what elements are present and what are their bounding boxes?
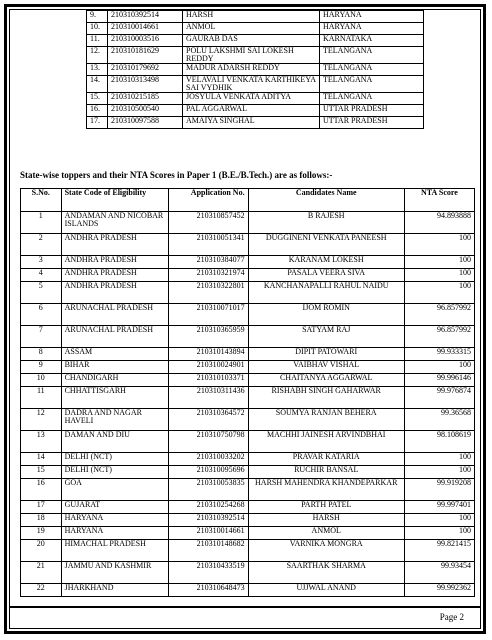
candidate-name: AMAIYA SINGHAL xyxy=(183,117,320,129)
state-code: CHHATTISGARH xyxy=(61,387,168,409)
state-name: TELANGANA xyxy=(320,64,424,76)
application-number: 210310024901 xyxy=(168,361,248,374)
state-name: TELANGANA xyxy=(320,47,424,64)
table-row xyxy=(21,256,475,269)
state-code: DADRA AND NAGAR HAVELI xyxy=(61,409,168,431)
application-number: 210310097588 xyxy=(108,117,183,129)
candidate-name: HARSH xyxy=(248,514,404,527)
nta-score: 99.996146 xyxy=(404,374,474,387)
serial-number: 19 xyxy=(21,527,62,540)
candidate-name: SAARTHAK SHARMA xyxy=(248,562,404,584)
serial-number: 7 xyxy=(21,326,62,348)
application-number: 210310003516 xyxy=(108,35,183,47)
table-row xyxy=(21,540,475,562)
row-number: 13. xyxy=(87,64,108,76)
candidate-name: UJJWAL ANAND xyxy=(248,584,404,597)
nta-score: 99.933315 xyxy=(404,348,474,361)
page-number: Page 2 xyxy=(439,612,464,622)
state-code: DELHI (NCT) xyxy=(61,466,168,479)
nta-score: 100 xyxy=(404,514,474,527)
table-row xyxy=(21,501,475,514)
candidate-name: HARSH xyxy=(183,11,320,23)
state-name: TELANGANA xyxy=(320,76,424,93)
application-number: 210310051341 xyxy=(168,234,248,256)
state-code: DAMAN AND DIU xyxy=(61,431,168,453)
application-number: 210310143894 xyxy=(168,348,248,361)
state-code: HIMACHAL PRADESH xyxy=(61,540,168,562)
application-number: 210310103371 xyxy=(168,374,248,387)
table-row xyxy=(87,105,424,117)
state-name: UTTAR PRADESH xyxy=(320,117,424,129)
table-row xyxy=(21,282,475,304)
state-code: ARUNACHAL PRADESH xyxy=(61,326,168,348)
state-code: JHARKHAND xyxy=(61,584,168,597)
state-code: GOA xyxy=(61,479,168,501)
candidate-name: JOSYULA VENKATA ADITYA xyxy=(183,93,320,105)
state-code: ANDHRA PRADESH xyxy=(61,269,168,282)
nta-score: 99.93454 xyxy=(404,562,474,584)
table-row xyxy=(87,76,424,93)
serial-number: 6 xyxy=(21,304,62,326)
table-row xyxy=(21,234,475,256)
application-number: 210310433519 xyxy=(168,562,248,584)
candidate-name: VELAVALI VENKATA KARTHIKEYA SAI VYDHIK xyxy=(183,76,320,93)
toppers-continued-table xyxy=(86,10,424,129)
application-number: 210310392514 xyxy=(168,514,248,527)
nta-score: 99.997401 xyxy=(404,501,474,514)
candidate-name: ANMOL xyxy=(183,23,320,35)
application-number: 210310313498 xyxy=(108,76,183,93)
serial-number: 17 xyxy=(21,501,62,514)
serial-number: 15 xyxy=(21,466,62,479)
application-number: 210310014661 xyxy=(168,527,248,540)
table-row xyxy=(21,409,475,431)
state-name: HARYANA xyxy=(320,23,424,35)
table-row xyxy=(21,269,475,282)
serial-number: 18 xyxy=(21,514,62,527)
table-row xyxy=(21,466,475,479)
candidate-name: SATYAM RAJ xyxy=(248,326,404,348)
table-row xyxy=(87,11,424,23)
nta-score: 99.992362 xyxy=(404,584,474,597)
state-code: CHANDIGARH xyxy=(61,374,168,387)
candidate-name: SOUMYA RANJAN BEHERA xyxy=(248,409,404,431)
nta-score: 100 xyxy=(404,256,474,269)
table-row xyxy=(21,212,475,234)
serial-number: 10 xyxy=(21,374,62,387)
state-code: ANDHRA PRADESH xyxy=(61,282,168,304)
candidate-name: RUCHIR BANSAL xyxy=(248,466,404,479)
serial-number: 5 xyxy=(21,282,62,304)
serial-number: 11 xyxy=(21,387,62,409)
candidate-name: HARSH MAHENDRA KHANDEPARKAR xyxy=(248,479,404,501)
nta-score: 94.893888 xyxy=(404,212,474,234)
row-number: 16. xyxy=(87,105,108,117)
application-number: 210310364572 xyxy=(168,409,248,431)
candidate-name: PAL AGGARWAL xyxy=(183,105,320,117)
table-row xyxy=(21,326,475,348)
row-number: 11. xyxy=(87,35,108,47)
row-number: 14. xyxy=(87,76,108,93)
serial-number: 21 xyxy=(21,562,62,584)
nta-score: 100 xyxy=(404,453,474,466)
candidate-name: KARANAM LOKESH xyxy=(248,256,404,269)
row-number: 9. xyxy=(87,11,108,23)
application-number: 210310500540 xyxy=(108,105,183,117)
nta-score: 98.108619 xyxy=(404,431,474,453)
row-number: 12. xyxy=(87,47,108,64)
table-row xyxy=(87,93,424,105)
candidate-name: KANCHANAPALLI RAHUL NAIDU xyxy=(248,282,404,304)
application-number: 210310095696 xyxy=(168,466,248,479)
application-number: 210310365959 xyxy=(168,326,248,348)
candidate-name: CHAITANYA AGGARWAL xyxy=(248,374,404,387)
application-number: 210310033202 xyxy=(168,453,248,466)
application-number: 210310053835 xyxy=(168,479,248,501)
candidate-name: POLU LAKSHMI SAI LOKESH REDDY xyxy=(183,47,320,64)
table-row xyxy=(21,479,475,501)
table-row xyxy=(21,431,475,453)
serial-number: 4 xyxy=(21,269,62,282)
serial-number: 12 xyxy=(21,409,62,431)
nta-score: 99.976874 xyxy=(404,387,474,409)
state-code: DELHI (NCT) xyxy=(61,453,168,466)
state-code: HARYANA xyxy=(61,514,168,527)
footer-rule xyxy=(9,606,481,608)
header-row xyxy=(21,189,475,212)
candidate-name: IJOM ROMIN xyxy=(248,304,404,326)
application-number: 210310321974 xyxy=(168,269,248,282)
row-number: 10. xyxy=(87,23,108,35)
serial-number: 2 xyxy=(21,234,62,256)
candidate-name: B RAJESH xyxy=(248,212,404,234)
serial-number: 3 xyxy=(21,256,62,269)
state-code: BIHAR xyxy=(61,361,168,374)
application-number: 210310215185 xyxy=(108,93,183,105)
table-row xyxy=(21,562,475,584)
state-code: ANDAMAN AND NICOBAR ISLANDS xyxy=(61,212,168,234)
table-row xyxy=(21,348,475,361)
table-row xyxy=(87,23,424,35)
nta-score: 99.821415 xyxy=(404,540,474,562)
nta-score: 100 xyxy=(404,527,474,540)
state-code: ARUNACHAL PRADESH xyxy=(61,304,168,326)
application-number: 210310181629 xyxy=(108,47,183,64)
serial-number: 1 xyxy=(21,212,62,234)
application-number: 210310148682 xyxy=(168,540,248,562)
table-row xyxy=(21,514,475,527)
nta-score: 96.857992 xyxy=(404,326,474,348)
application-number: 210310071017 xyxy=(168,304,248,326)
nta-score: 96.857992 xyxy=(404,304,474,326)
candidate-name: PASALA VEERA SIVA xyxy=(248,269,404,282)
state-name: UTTAR PRADESH xyxy=(320,105,424,117)
table-row xyxy=(21,584,475,597)
candidate-name: VARNIKA MONGRA xyxy=(248,540,404,562)
candidate-name: PARTH PATEL xyxy=(248,501,404,514)
state-code: JAMMU AND KASHMIR xyxy=(61,562,168,584)
state-name: TELANGANA xyxy=(320,93,424,105)
application-number: 210310179692 xyxy=(108,64,183,76)
table-row xyxy=(21,374,475,387)
header-application: Application No. xyxy=(168,189,248,212)
table-row xyxy=(87,47,424,64)
table-row xyxy=(21,387,475,409)
state-name: KARNATAKA xyxy=(320,35,424,47)
application-number: 210310648473 xyxy=(168,584,248,597)
candidate-name: ANMOL xyxy=(248,527,404,540)
application-number: 210310392514 xyxy=(108,11,183,23)
application-number: 210310384077 xyxy=(168,256,248,269)
application-number: 210310254268 xyxy=(168,501,248,514)
state-code: ANDHRA PRADESH xyxy=(61,234,168,256)
nta-score: 100 xyxy=(404,466,474,479)
state-code: ASSAM xyxy=(61,348,168,361)
application-number: 210310750798 xyxy=(168,431,248,453)
nta-score: 100 xyxy=(404,361,474,374)
table-row xyxy=(21,361,475,374)
candidate-name: DIPIT PATOWARI xyxy=(248,348,404,361)
serial-number: 8 xyxy=(21,348,62,361)
section-heading: State-wise toppers and their NTA Scores in Paper 1 (B.E./B.Tech.) are as follows:- xyxy=(20,170,333,180)
header-score: NTA Score xyxy=(404,189,474,212)
nta-score: 100 xyxy=(404,234,474,256)
header-candidate: Candidates Name xyxy=(248,189,404,212)
candidate-name: DUGGINENI VENKATA PANEESH xyxy=(248,234,404,256)
candidate-name: PRAVAR KATARIA xyxy=(248,453,404,466)
application-number: 210310014661 xyxy=(108,23,183,35)
candidate-name: RISHABH SINGH GAHARWAR xyxy=(248,387,404,409)
header-state: State Code of Eligibility xyxy=(61,189,168,212)
serial-number: 22 xyxy=(21,584,62,597)
table-row xyxy=(21,453,475,466)
candidate-name: MADUR ADARSH REDDY xyxy=(183,64,320,76)
state-code: HARYANA xyxy=(61,527,168,540)
candidate-name: VAIBHAV VISHAL xyxy=(248,361,404,374)
nta-score: 100 xyxy=(404,282,474,304)
nta-score: 99.36568 xyxy=(404,409,474,431)
candidate-name: GAURAB DAS xyxy=(183,35,320,47)
serial-number: 20 xyxy=(21,540,62,562)
nta-score: 100 xyxy=(404,269,474,282)
table-row xyxy=(21,527,475,540)
table-row xyxy=(87,117,424,129)
candidate-name: MACHHI JAINESH ARVINDBHAI xyxy=(248,431,404,453)
serial-number: 13 xyxy=(21,431,62,453)
table-row xyxy=(87,35,424,47)
state-name: HARYANA xyxy=(320,11,424,23)
application-number: 210310311436 xyxy=(168,387,248,409)
state-wise-toppers-table xyxy=(20,188,475,597)
application-number: 210310857452 xyxy=(168,212,248,234)
state-code: GUJARAT xyxy=(61,501,168,514)
serial-number: 16 xyxy=(21,479,62,501)
row-number: 17. xyxy=(87,117,108,129)
serial-number: 14 xyxy=(21,453,62,466)
nta-score: 99.919208 xyxy=(404,479,474,501)
table-row xyxy=(87,64,424,76)
application-number: 210310322801 xyxy=(168,282,248,304)
state-code: ANDHRA PRADESH xyxy=(61,256,168,269)
header-sno: S.No. xyxy=(21,189,62,212)
serial-number: 9 xyxy=(21,361,62,374)
row-number: 15. xyxy=(87,93,108,105)
table-row xyxy=(21,304,475,326)
